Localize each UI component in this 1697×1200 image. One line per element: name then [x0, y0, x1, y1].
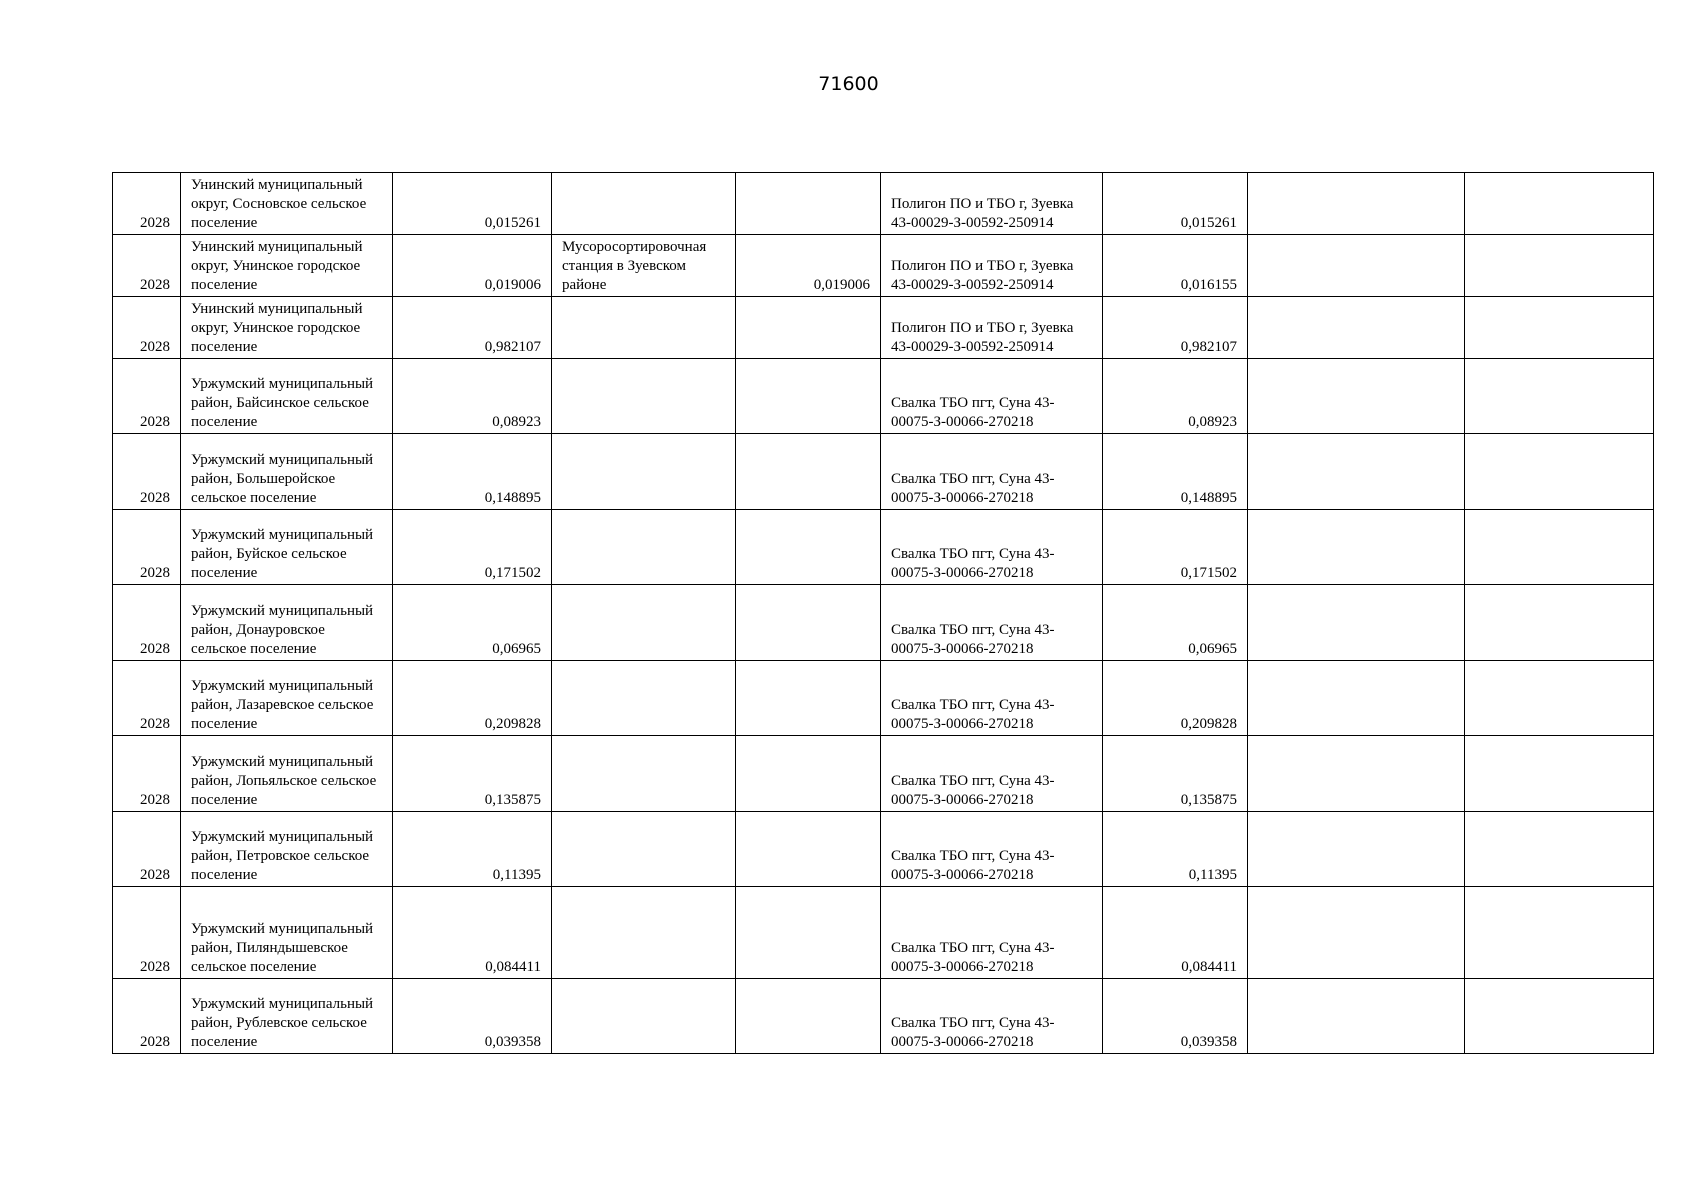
- territory-cell: Унинский муниципальный округ, Сосновское сельское поселение: [181, 173, 393, 235]
- territory-cell: Унинский муниципальный округ, Унинское городское поселение: [181, 235, 393, 297]
- facility-cell: [552, 434, 736, 510]
- destination-cell: Свалка ТБО пгт, Суна 43-00075-З-00066-270218: [881, 812, 1103, 887]
- volume-cell: 0,015261: [393, 173, 552, 235]
- destination-volume-cell: 0,171502: [1103, 510, 1248, 585]
- empty-cell: [1248, 173, 1465, 235]
- destination-volume-cell: 0,11395: [1103, 812, 1248, 887]
- territory-cell: Унинский муниципальный округ, Унинское городское поселение: [181, 297, 393, 359]
- destination-volume-cell: 0,016155: [1103, 235, 1248, 297]
- facility-cell: Мусоросортировочная станция в Зуевском районе: [552, 235, 736, 297]
- facility-cell: [552, 812, 736, 887]
- empty-cell: [1465, 812, 1654, 887]
- facility-cell: [552, 736, 736, 812]
- facility-volume-cell: [736, 585, 881, 661]
- year-cell: 2028: [113, 235, 181, 297]
- destination-volume-cell: 0,209828: [1103, 661, 1248, 736]
- table-row: [113, 510, 1654, 585]
- facility-cell: [552, 173, 736, 235]
- destination-cell: Полигон ПО и ТБО г, Зуевка 43-00029-З-00592-250914: [881, 235, 1103, 297]
- facility-volume-cell: [736, 979, 881, 1054]
- volume-cell: 0,039358: [393, 979, 552, 1054]
- empty-cell: [1465, 510, 1654, 585]
- table-row: [113, 661, 1654, 736]
- territory-cell: Уржумский муниципальный район, Буйское сельское поселение: [181, 510, 393, 585]
- destination-cell: Полигон ПО и ТБО г, Зуевка 43-00029-З-00592-250914: [881, 173, 1103, 235]
- year-cell: 2028: [113, 585, 181, 661]
- empty-cell: [1465, 173, 1654, 235]
- table-row: [113, 434, 1654, 510]
- year-cell: 2028: [113, 887, 181, 979]
- year-cell: 2028: [113, 661, 181, 736]
- facility-volume-cell: 0,019006: [736, 235, 881, 297]
- facility-volume-cell: [736, 812, 881, 887]
- year-cell: 2028: [113, 297, 181, 359]
- waste-flow-table: [112, 172, 1654, 1054]
- table-row: [113, 585, 1654, 661]
- destination-volume-cell: 0,08923: [1103, 359, 1248, 434]
- empty-cell: [1465, 585, 1654, 661]
- volume-cell: 0,11395: [393, 812, 552, 887]
- empty-cell: [1465, 359, 1654, 434]
- volume-cell: 0,019006: [393, 235, 552, 297]
- year-cell: 2028: [113, 359, 181, 434]
- territory-cell: Уржумский муниципальный район, Лопьяльское сельское поселение: [181, 736, 393, 812]
- facility-volume-cell: [736, 173, 881, 235]
- empty-cell: [1248, 812, 1465, 887]
- facility-cell: [552, 359, 736, 434]
- empty-cell: [1248, 979, 1465, 1054]
- facility-cell: [552, 661, 736, 736]
- year-cell: 2028: [113, 510, 181, 585]
- territory-cell: Уржумский муниципальный район, Рублевское сельское поселение: [181, 979, 393, 1054]
- destination-cell: Свалка ТБО пгт, Суна 43-00075-З-00066-270218: [881, 510, 1103, 585]
- volume-cell: 0,135875: [393, 736, 552, 812]
- destination-volume-cell: 0,084411: [1103, 887, 1248, 979]
- empty-cell: [1248, 297, 1465, 359]
- table-row: [113, 736, 1654, 812]
- facility-cell: [552, 585, 736, 661]
- destination-cell: Свалка ТБО пгт, Суна 43-00075-З-00066-270218: [881, 661, 1103, 736]
- volume-cell: 0,171502: [393, 510, 552, 585]
- empty-cell: [1465, 297, 1654, 359]
- volume-cell: 0,08923: [393, 359, 552, 434]
- destination-volume-cell: 0,06965: [1103, 585, 1248, 661]
- year-cell: 2028: [113, 434, 181, 510]
- year-cell: 2028: [113, 812, 181, 887]
- empty-cell: [1465, 434, 1654, 510]
- destination-cell: Свалка ТБО пгт, Суна 43-00075-З-00066-270218: [881, 585, 1103, 661]
- volume-cell: 0,209828: [393, 661, 552, 736]
- destination-volume-cell: 0,135875: [1103, 736, 1248, 812]
- territory-cell: Уржумский муниципальный район, Пиляндышевское сельское поселение: [181, 887, 393, 979]
- facility-volume-cell: [736, 736, 881, 812]
- empty-cell: [1248, 510, 1465, 585]
- empty-cell: [1248, 359, 1465, 434]
- facility-cell: [552, 887, 736, 979]
- year-cell: 2028: [113, 736, 181, 812]
- empty-cell: [1248, 887, 1465, 979]
- table-row: [113, 297, 1654, 359]
- empty-cell: [1465, 235, 1654, 297]
- empty-cell: [1248, 736, 1465, 812]
- empty-cell: [1465, 736, 1654, 812]
- empty-cell: [1248, 235, 1465, 297]
- facility-volume-cell: [736, 434, 881, 510]
- facility-volume-cell: [736, 297, 881, 359]
- destination-volume-cell: 0,039358: [1103, 979, 1248, 1054]
- empty-cell: [1465, 979, 1654, 1054]
- table-row: [113, 359, 1654, 434]
- facility-volume-cell: [736, 887, 881, 979]
- table-row: [113, 812, 1654, 887]
- destination-cell: Свалка ТБО пгт, Суна 43-00075-З-00066-270218: [881, 434, 1103, 510]
- page-number: 71600: [818, 73, 879, 95]
- destination-cell: Полигон ПО и ТБО г, Зуевка 43-00029-З-00592-250914: [881, 297, 1103, 359]
- territory-cell: Уржумский муниципальный район, Донауровское сельское поселение: [181, 585, 393, 661]
- territory-cell: Уржумский муниципальный район, Большеройское сельское поселение: [181, 434, 393, 510]
- table-row: [113, 235, 1654, 297]
- facility-volume-cell: [736, 510, 881, 585]
- destination-cell: Свалка ТБО пгт, Суна 43-00075-З-00066-270218: [881, 887, 1103, 979]
- table-body: [113, 173, 1654, 1054]
- destination-volume-cell: 0,148895: [1103, 434, 1248, 510]
- volume-cell: 0,084411: [393, 887, 552, 979]
- year-cell: 2028: [113, 979, 181, 1054]
- facility-cell: [552, 510, 736, 585]
- territory-cell: Уржумский муниципальный район, Петровское сельское поселение: [181, 812, 393, 887]
- destination-volume-cell: 0,015261: [1103, 173, 1248, 235]
- volume-cell: 0,148895: [393, 434, 552, 510]
- empty-cell: [1248, 434, 1465, 510]
- destination-cell: Свалка ТБО пгт, Суна 43-00075-З-00066-270218: [881, 736, 1103, 812]
- empty-cell: [1248, 585, 1465, 661]
- destination-cell: Свалка ТБО пгт, Суна 43-00075-З-00066-270218: [881, 359, 1103, 434]
- destination-volume-cell: 0,982107: [1103, 297, 1248, 359]
- year-cell: 2028: [113, 173, 181, 235]
- facility-cell: [552, 979, 736, 1054]
- empty-cell: [1465, 661, 1654, 736]
- facility-volume-cell: [736, 359, 881, 434]
- facility-cell: [552, 297, 736, 359]
- table-row: [113, 887, 1654, 979]
- destination-cell: Свалка ТБО пгт, Суна 43-00075-З-00066-270218: [881, 979, 1103, 1054]
- empty-cell: [1248, 661, 1465, 736]
- territory-cell: Уржумский муниципальный район, Лазаревское сельское поселение: [181, 661, 393, 736]
- table-row: [113, 173, 1654, 235]
- territory-cell: Уржумский муниципальный район, Байсинское сельское поселение: [181, 359, 393, 434]
- facility-volume-cell: [736, 661, 881, 736]
- volume-cell: 0,06965: [393, 585, 552, 661]
- table-row: [113, 979, 1654, 1054]
- empty-cell: [1465, 887, 1654, 979]
- volume-cell: 0,982107: [393, 297, 552, 359]
